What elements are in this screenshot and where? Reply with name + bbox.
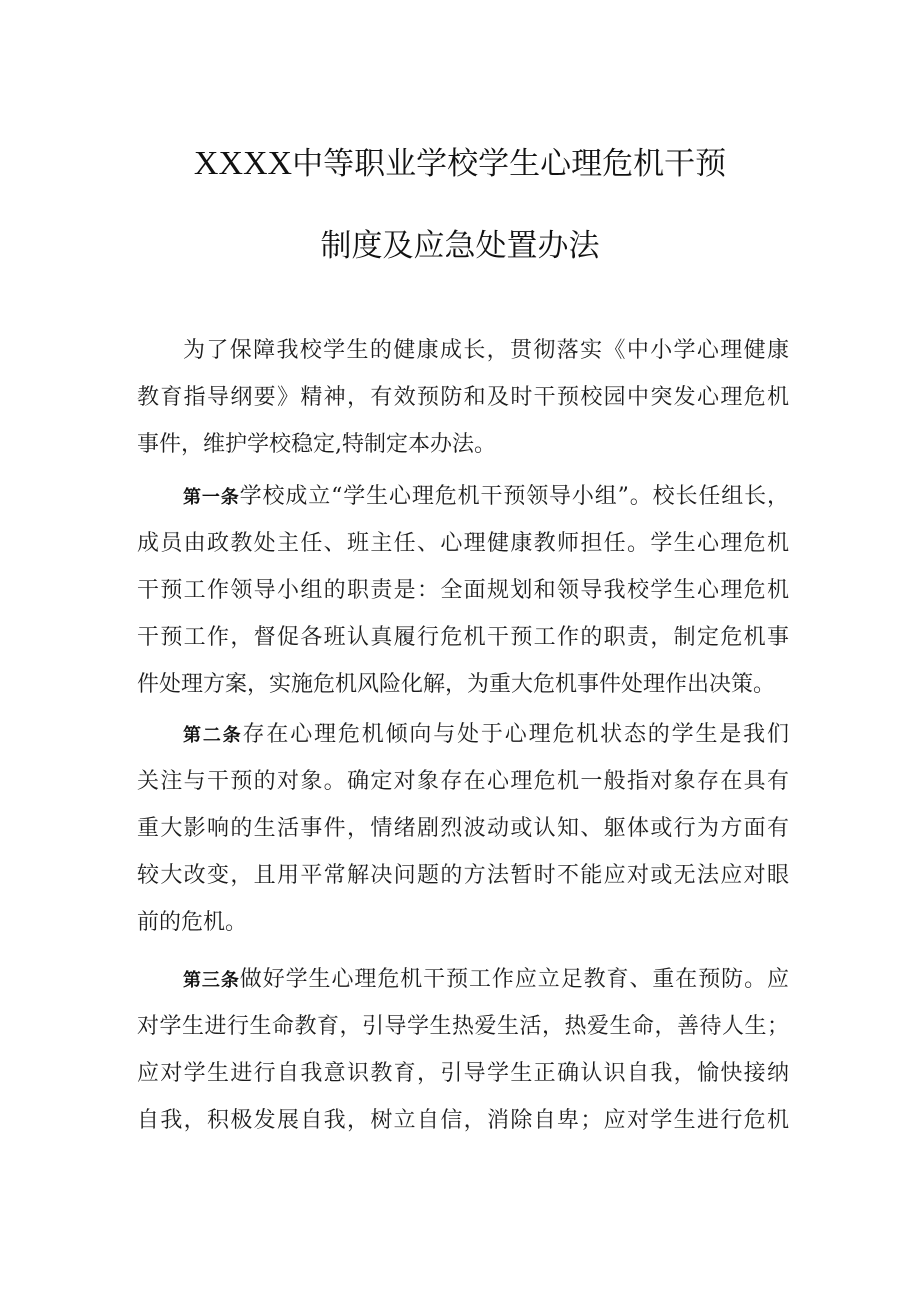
paragraph-line: 应对学生进行自我意识教育，引导学生正确认识自我，愉快接纳 [137, 1061, 789, 1086]
article-text: 做好学生心理危机干预工作应立足教育、重在预防。应 [239, 967, 790, 992]
paragraph-line: 较大改变，且用平常解决问题的方法暂时不能应对或无法应对眼 [137, 863, 789, 888]
paragraph-line: 自我，积极发展自我，树立自信，消除自卑；应对学生进行危机 [137, 1108, 789, 1133]
paragraph-line: 为了保障我校学生的健康成长，贯彻落实《中小学心理健康 [183, 338, 789, 363]
article-label: 第二条 [183, 725, 243, 746]
paragraph-line: 教育指导纲要》精神，有效预防和及时干预校园中突发心理危机 [137, 385, 789, 410]
paragraph-line: 干预工作，督促各班认真履行危机干预工作的职责，制定危机事 [137, 625, 789, 650]
article-label: 第一条 [183, 487, 240, 508]
document-title-line-1 [0, 138, 920, 183]
paragraph-line [183, 479, 789, 509]
article-text: 学校成立“学生心理危机干预领导小组”。校长任组长， [239, 484, 790, 509]
paragraph-line: 干预工作领导小组的职责是：全面规划和领导我校学生心理危机 [137, 578, 789, 603]
paragraph-line: 事件，维护学校稳定,特制定本办法。 [137, 432, 496, 457]
paragraph-line: 重大影响的生活事件，情绪剧烈波动或认知、躯体或行为方面有 [137, 816, 789, 841]
title-school-placeholder: XXXX [193, 145, 293, 182]
document-title-line-2: 制度及应急处置办法 [320, 228, 600, 264]
article-label: 第三条 [183, 970, 240, 991]
paragraph-line: 前的危机。 [137, 910, 248, 935]
paragraph-line: 关注与干预的对象。确定对象存在心理危机一般指对象存在具有 [137, 769, 789, 794]
paragraph-line: 成员由政教处主任、班主任、心理健康教师担任。学生心理危机 [137, 531, 789, 556]
title-main-text: 中等职业学校学生心理危机干预 [292, 146, 727, 182]
paragraph-line: 件处理方案，实施危机风险化解，为重大危机事件处理作出决策。 [137, 672, 776, 697]
paragraph-line: 对学生进行生命教育，引导学生热爱生活，热爱生命，善待人生； [137, 1014, 789, 1039]
article-text: 存在心理危机倾向与处于心理危机状态的学生是我们 [242, 722, 789, 747]
paragraph-line [183, 717, 789, 747]
paragraph-line [183, 962, 789, 992]
